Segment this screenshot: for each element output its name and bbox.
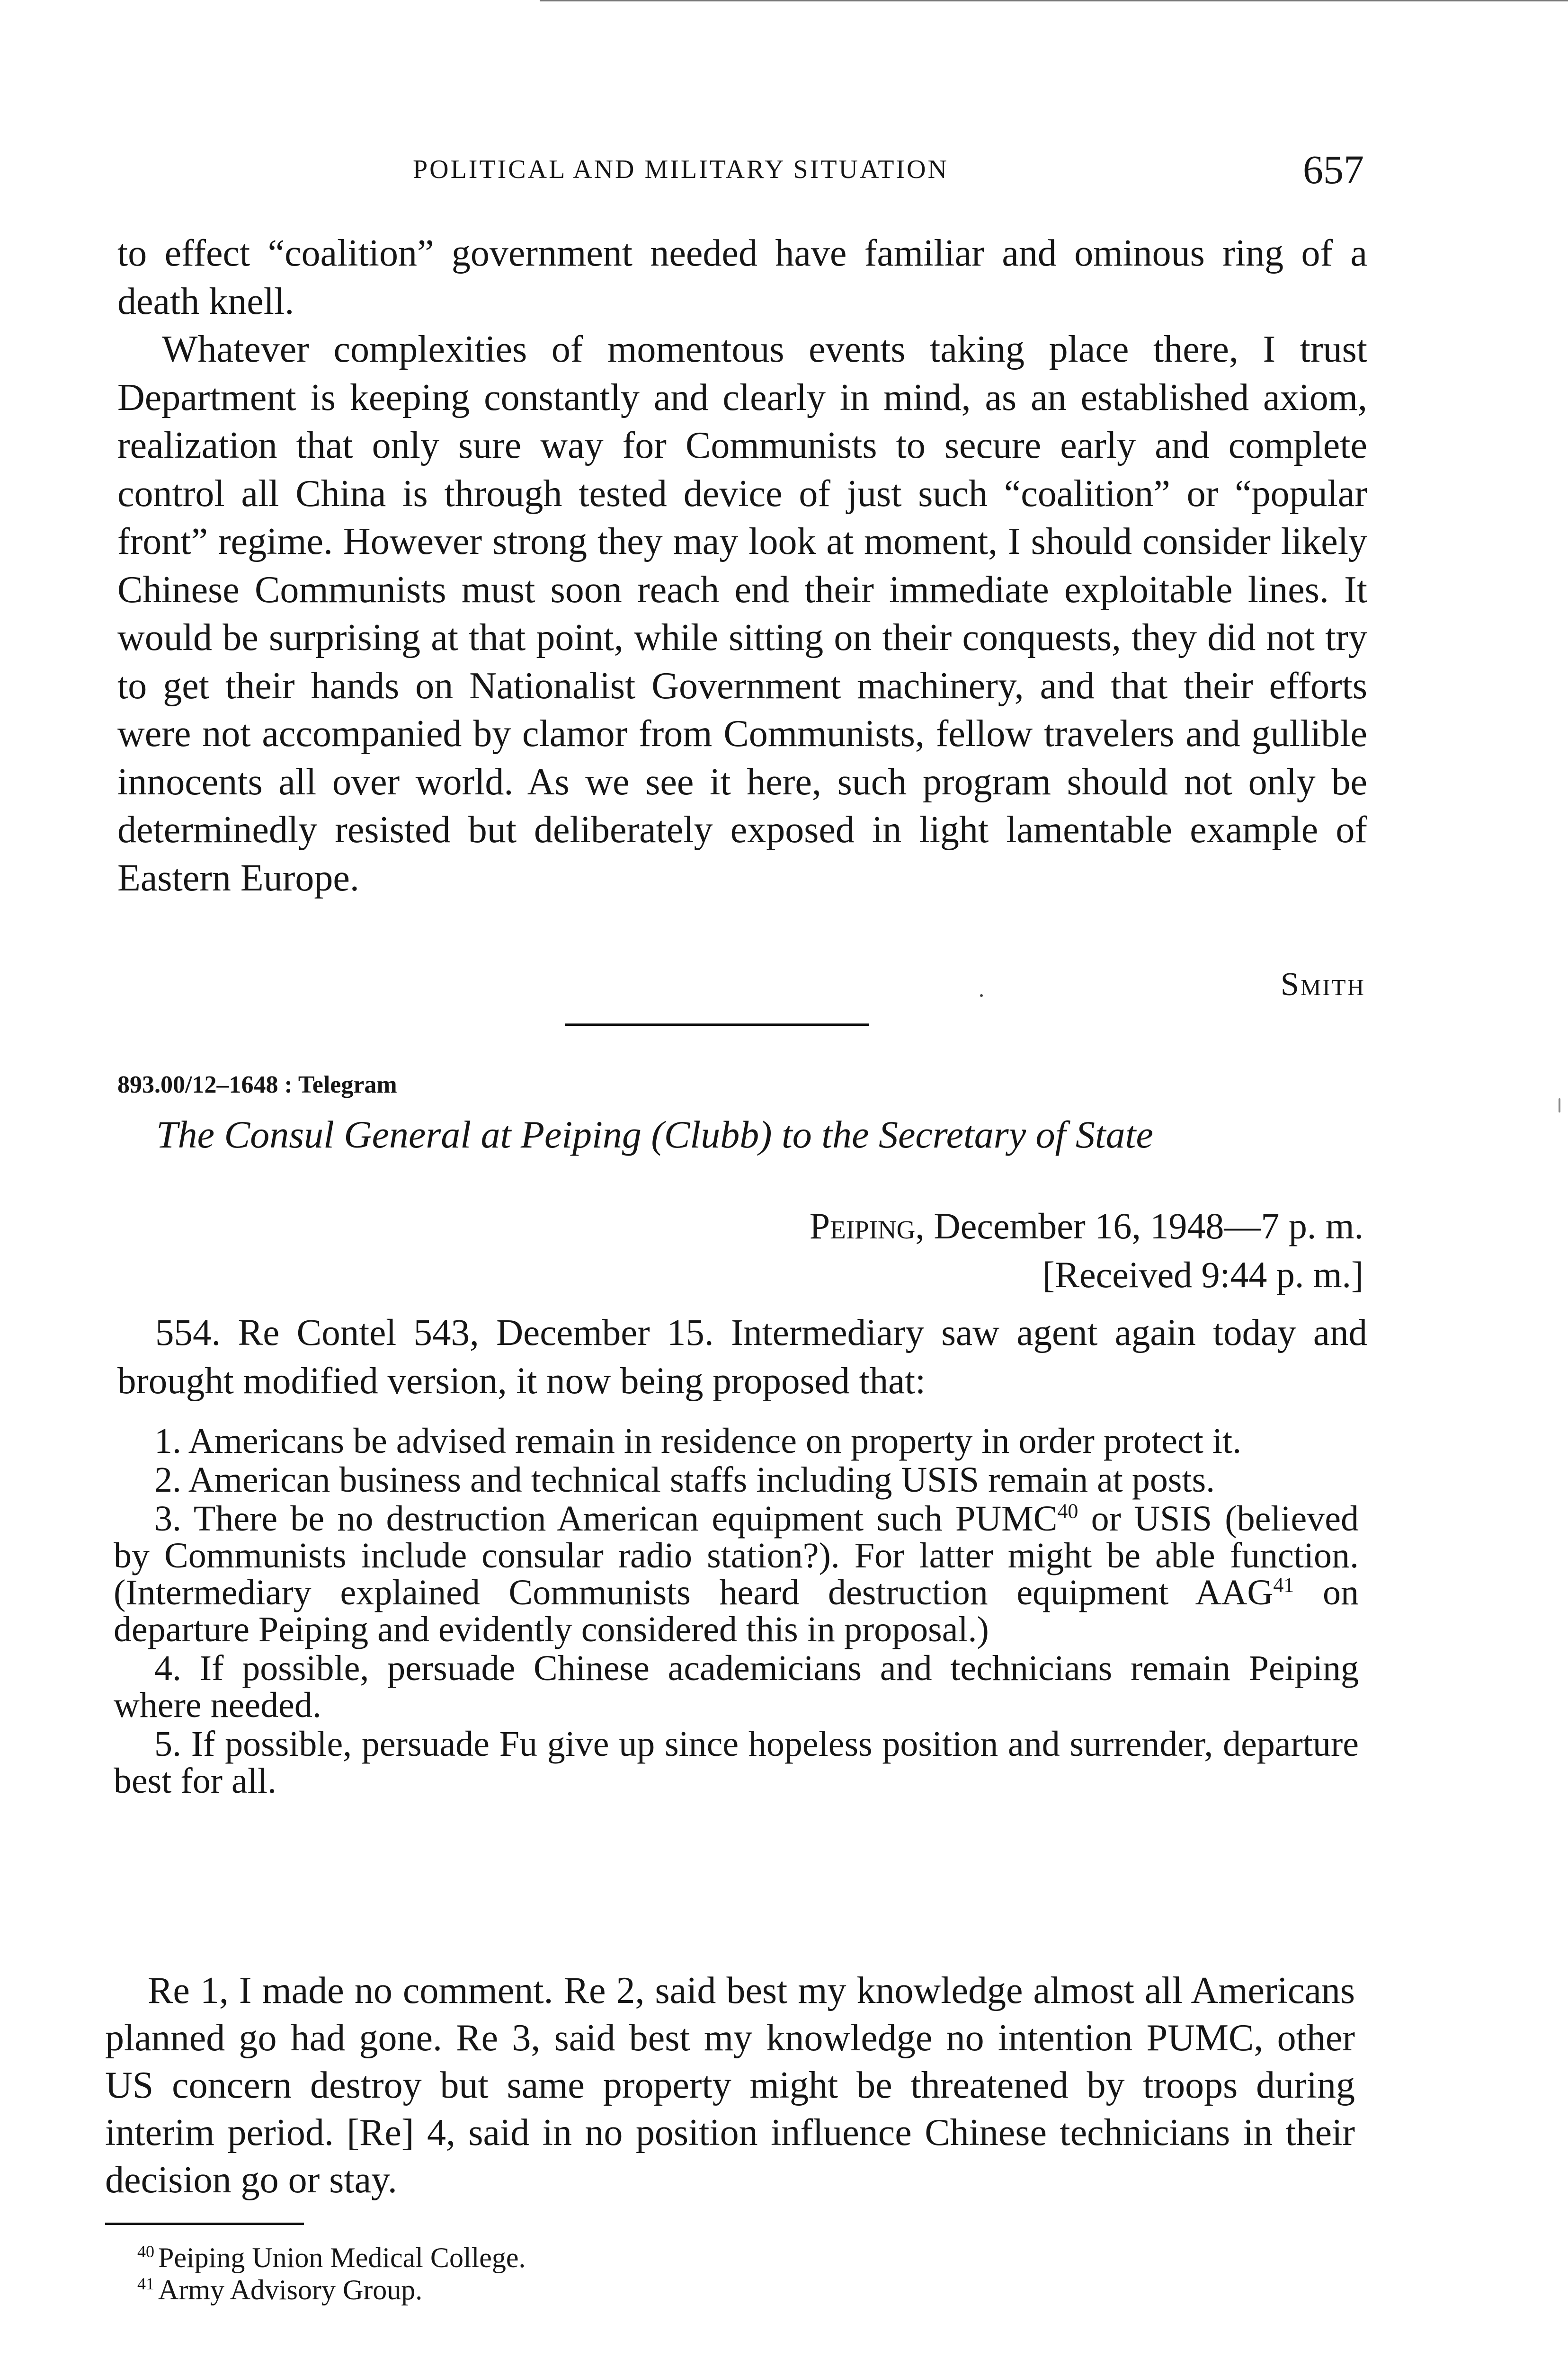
proposal-item-3-part-a: 3. There be no destruction American equipment such PUMC	[154, 1499, 1058, 1539]
page-number: 657	[1303, 147, 1364, 192]
proposal-item-4: 4. If possible, persuade Chinese academicians and technicians remain Peiping where needed.	[114, 1648, 1359, 1725]
proposal-item-3-part-c: on departure Peiping and evidently considered this in proposal.)	[114, 1573, 1359, 1649]
footnote-text-40: Peiping Union Medical College.	[158, 2242, 526, 2273]
running-title: POLITICAL AND MILITARY SITUATION	[413, 155, 949, 184]
section-divider	[565, 1023, 869, 1026]
scan-edge-rule	[540, 0, 1568, 1]
proposal-item-3-part-b: or USIS (believed by Communists include consular radio station?). For latter might be able function. (Intermediary explained Communists heard destruction equipment AAG	[114, 1499, 1359, 1612]
footnote-mark-41: 41	[137, 2274, 154, 2293]
footnote-40	[137, 2242, 526, 2274]
proposal-item-1: 1. Americans be advised remain in residence on property in order protect it.	[154, 1421, 1242, 1461]
reply-paragraph: Re 1, I made no comment. Re 2, said best my knowledge almost all Americans planned go had gone. Re 3, said best my knowledge no intention PUMC, other US concern destroy but same property might be threatened by troops during interim period. [Re] 4, said in no position influence Chinese technicians in their decision go or stay.	[105, 1970, 1355, 2201]
footnotes	[137, 2242, 526, 2306]
proposal-item-2: 2. American business and technical staffs including USIS remain at posts.	[154, 1460, 1215, 1500]
paragraph-continuation: to effect “coalition” government needed have familiar and ominous ring of a death knell.	[117, 232, 1367, 322]
document-reference: 893.00/12–1648 : Telegram	[117, 1071, 397, 1098]
dateline-place: Peiping,	[809, 1205, 925, 1246]
proposal-item-3	[114, 1500, 1359, 1648]
proposal-item-5: 5. If possible, persuade Fu give up since hopeless position and surrender, departure best for all.	[114, 1724, 1359, 1801]
dateline	[810, 1205, 1363, 1247]
footnote-41	[137, 2274, 526, 2306]
dispatch-title: The Consul General at Peiping (Clubb) to the Secretary of State	[156, 1113, 1153, 1156]
footnote-text-41: Army Advisory Group.	[158, 2274, 423, 2305]
telegram-opening: 554. Re Contel 543, December 15. Intermediary saw agent again today and brought modified version, it now being proposed that:	[117, 1312, 1367, 1402]
proposal-list	[114, 1423, 1359, 1801]
scan-speck	[980, 994, 983, 997]
footnote-ref-40: 40	[1057, 1499, 1078, 1523]
dateline-date: December 16, 1948—7 p. m.	[934, 1205, 1363, 1246]
paragraph-main: Whatever complexities of momentous events taking place there, I trust Department is keeping constantly and clearly in mind, as an established axiom, realization that only sure way for Communists to secure early and complete control all China is through tested device of just such “coalition” or “popular front” regime. However strong they may look at moment, I should consider likely Chinese Communists must soon reach end their immediate exploitable lines. It would be surprising at that point, while sitting on their conquests, they did not try to get their hands on Nationalist Government machinery, and that their efforts were not accompanied by clamor from Communists, fellow travelers and gullible innocents all over world. As we see it here, such program should not only be determinedly resisted but deliberately exposed in light lamentable example of Eastern Europe.	[117, 329, 1367, 899]
footnote-ref-41: 41	[1273, 1573, 1294, 1597]
footnote-divider	[105, 2223, 304, 2225]
signature-smith: Smith	[1280, 966, 1365, 1003]
scan-speck	[1559, 1098, 1560, 1112]
page-header	[0, 147, 1568, 193]
received-time: [Received 9:44 p. m.]	[1042, 1254, 1363, 1295]
footnote-mark-40: 40	[137, 2242, 154, 2261]
